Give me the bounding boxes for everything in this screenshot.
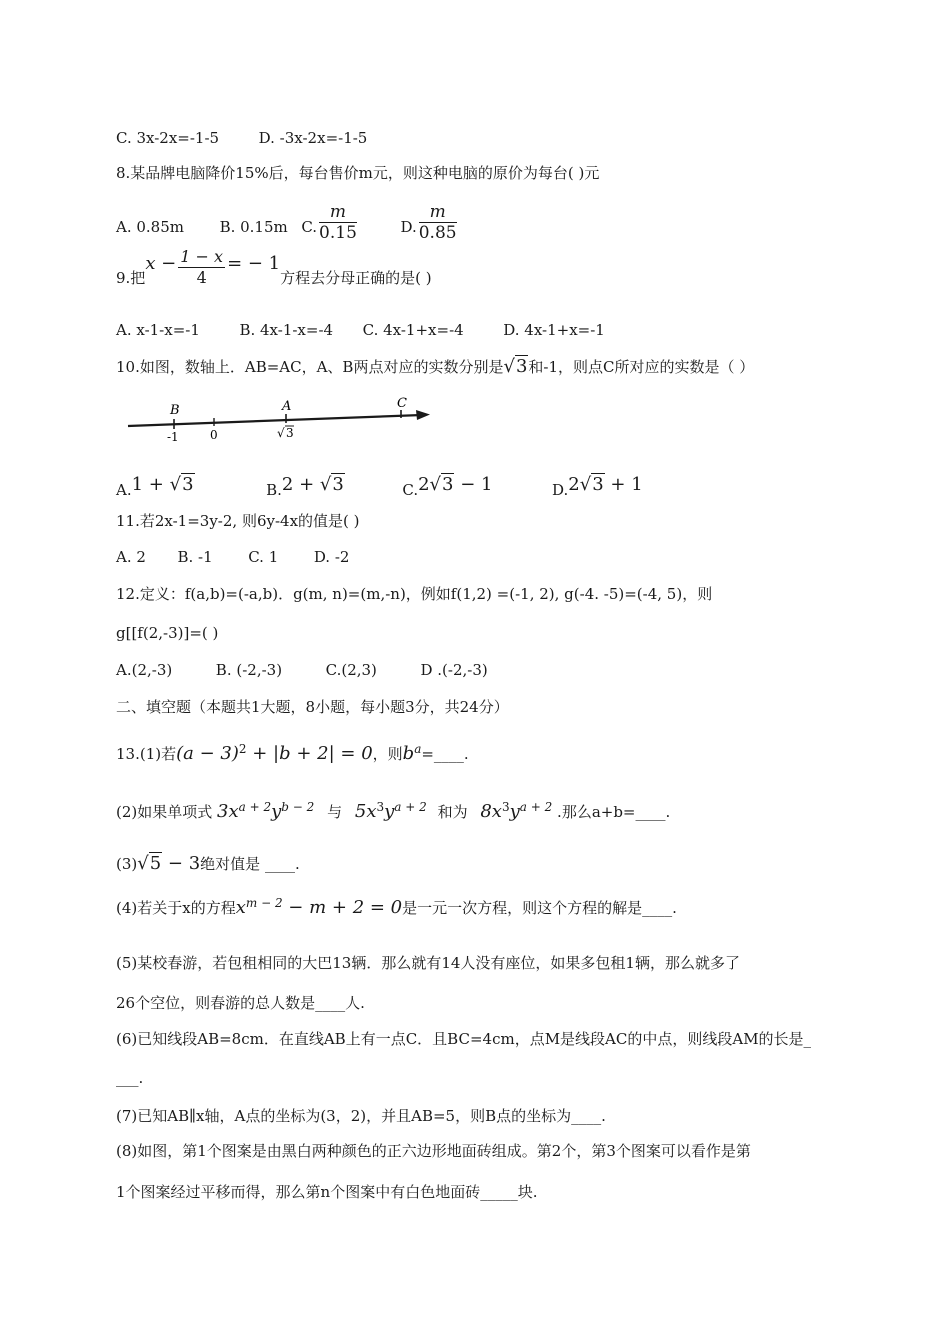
monomial-1-exp-y: b − 2 bbox=[281, 800, 315, 814]
monomial-1: 3x bbox=[217, 801, 239, 822]
tick-label-neg1: -1 bbox=[167, 430, 179, 444]
q9-suffix: 方程去分母正确的是( ) bbox=[280, 269, 432, 287]
q9-option-b: B. 4x-1-x=-4 bbox=[239, 321, 334, 339]
q12-stem: 12.定义：f(a,b)=(-a,b)．g(m, n)=(m,-n)，例如f(1,2) =(-1, 2), g(-4. -5)=(-4, 5)，则 bbox=[116, 585, 713, 603]
q13-p2-with: 与 bbox=[327, 803, 343, 821]
radicand: 3 bbox=[442, 474, 454, 495]
q11-option-b: B. -1 bbox=[177, 548, 213, 566]
q13-part6-line1: (6)已知线段AB=8cm．在直线AB上有一点C．且BC=4cm，点M是线段AC的中点，则线段AM的长是_ bbox=[116, 1030, 812, 1048]
tick-label-sqrt3: 3 bbox=[286, 426, 294, 440]
q10-option-c-label: C. bbox=[402, 481, 419, 499]
q9-options bbox=[116, 320, 605, 340]
q10-stem-a: 10.如图，数轴上．AB=AC，A、B两点对应的实数分别是 bbox=[116, 358, 504, 376]
q13-p1-end: =____. bbox=[421, 745, 469, 763]
label-b: B bbox=[170, 403, 180, 418]
q7-option-c: C. 3x-2x=-1-5 bbox=[116, 129, 220, 147]
q8-stem: 8.某品牌电脑降价15%后，每台售价m元，则这种电脑的原价为每台( )元 bbox=[116, 164, 600, 182]
q10-option-b-sqrt: √3 bbox=[319, 474, 344, 495]
monomial-1-y: y bbox=[271, 801, 282, 822]
fraction-numerator: m bbox=[319, 202, 357, 223]
fraction-denominator: 0.15 bbox=[319, 223, 357, 243]
q10-option-a-label: A. bbox=[116, 481, 132, 499]
q13-p4-base: x bbox=[235, 897, 246, 918]
q10-option-d-tail: + 1 bbox=[604, 474, 643, 495]
q10-options bbox=[116, 473, 643, 502]
monomial-3-exp-y: a + 2 bbox=[519, 800, 553, 814]
number-line-arrow bbox=[416, 410, 430, 420]
q8-option-d-fraction bbox=[419, 202, 457, 243]
q12-option-b: B. (-2,-3) bbox=[215, 661, 283, 679]
q12-options bbox=[116, 660, 488, 680]
q9-option-a: A. x-1-x=-1 bbox=[116, 321, 200, 339]
q13-p3-sqrt: √5 bbox=[137, 853, 162, 874]
q10-stem bbox=[116, 357, 754, 377]
q10-option-d-label: D. bbox=[552, 481, 569, 499]
q12-option-c: C.(2,3) bbox=[325, 661, 377, 679]
q9-prefix: 9.把 bbox=[116, 269, 146, 287]
radicand: 5 bbox=[149, 853, 162, 874]
q13-p2-sum: 和为 bbox=[437, 803, 468, 821]
q11-options bbox=[116, 547, 349, 567]
q12-stem-continued: g[[f(2,-3)]=( ) bbox=[116, 624, 219, 642]
q13-part5-line2: 26个空位，则春游的总人数是____人. bbox=[116, 994, 365, 1012]
q10-option-a-expr: 1 + bbox=[131, 474, 170, 495]
q13-p1-expr: (a − 3) bbox=[176, 743, 239, 764]
monomial-2: 5x bbox=[354, 801, 377, 822]
q7-option-d: D. -3x-2x=-1-5 bbox=[258, 129, 368, 147]
q13-p4-end: 是一元一次方程，则这个方程的解是____. bbox=[402, 899, 677, 917]
q13-part6-line2: ___. bbox=[116, 1069, 144, 1087]
radicand: 3 bbox=[515, 356, 528, 377]
q8-option-c-fraction bbox=[319, 202, 357, 243]
section-heading: 二、填空题（本题共1大题，8小题，每小题3分，共24分） bbox=[116, 698, 509, 716]
q9-fraction bbox=[178, 247, 225, 288]
q10-option-c-sqrt: √3 bbox=[429, 474, 454, 495]
q11-stem: 11.若2x-1=3y-2, 则6y-4x的值是( ) bbox=[116, 512, 360, 530]
fraction-numerator: 1 − x bbox=[180, 246, 224, 266]
fraction-denominator: 4 bbox=[196, 267, 207, 287]
q13-p2-end: .那么a+b=____. bbox=[557, 803, 671, 821]
monomial-2-exp-x: 3 bbox=[376, 800, 385, 814]
q13-p1-mid: ，则 bbox=[372, 745, 403, 763]
q13-p1-exponent: 2 bbox=[238, 742, 247, 756]
q13-part8-line1: (8)如图，第1个图案是由黑白两种颜色的正六边形地面砖组成。第2个，第3个图案可以看作是第 bbox=[116, 1142, 751, 1160]
q13-p1-power: a bbox=[414, 742, 422, 756]
radicand: 3 bbox=[332, 474, 344, 495]
monomial-1-exp-x: a + 2 bbox=[238, 800, 272, 814]
q9-option-d: D. 4x-1+x=-1 bbox=[503, 321, 605, 339]
q13-p3-prefix: (3) bbox=[116, 855, 138, 873]
tick-label-zero: 0 bbox=[210, 428, 218, 442]
q12-option-a: A.(2,-3) bbox=[116, 661, 173, 679]
q13-p3-end: 绝对值是 ____. bbox=[200, 855, 300, 873]
q13-part8-line2: 1个图案经过平移而得，那么第n个图案中有白色地面砖_____块. bbox=[116, 1183, 538, 1201]
q13-p1-expr2: + |b + 2| = 0 bbox=[246, 743, 373, 764]
q10-stem-b: 和-1，则点C所对应的实数是（ ） bbox=[528, 358, 755, 376]
tick-label-sqrt-sign: √ bbox=[277, 426, 285, 440]
fraction-denominator: 0.85 bbox=[418, 223, 457, 243]
q9-option-c: C. 4x-1+x=-4 bbox=[362, 321, 464, 339]
q11-option-d: D. -2 bbox=[313, 548, 350, 566]
radicand: 3 bbox=[592, 474, 604, 495]
q13-part5-line1: (5)某校春游，若包租相同的大巴13辆．那么就有14人没有座位，如果多包租1辆，那么就多了 bbox=[116, 954, 740, 972]
q10-sqrt3: √3 bbox=[503, 356, 528, 377]
q8-options bbox=[116, 202, 459, 246]
q10-option-d-coef: 2 bbox=[568, 474, 580, 495]
fraction-numerator: m bbox=[419, 202, 457, 223]
q13-p1-prefix: 13.(1)若 bbox=[116, 745, 177, 763]
monomial-2-exp-y: a + 2 bbox=[394, 800, 427, 814]
q11-option-a: A. 2 bbox=[116, 548, 146, 566]
number-line-figure bbox=[120, 395, 440, 450]
q8-option-d-label: D. bbox=[400, 218, 417, 236]
q7-options bbox=[116, 128, 367, 148]
monomial-3: 8x bbox=[480, 801, 502, 822]
q10-option-b-label: B. bbox=[266, 481, 282, 499]
monomial-3-y: y bbox=[509, 801, 520, 822]
q9-eq-left: x − bbox=[145, 253, 177, 274]
q13-part2 bbox=[116, 793, 670, 826]
label-c: C bbox=[397, 396, 407, 411]
q13-p4-exponent: m − 2 bbox=[245, 896, 283, 910]
q11-option-c: C. 1 bbox=[248, 548, 279, 566]
monomial-3-exp-x: 3 bbox=[501, 800, 510, 814]
monomial-2-y: y bbox=[384, 801, 395, 822]
q10-option-d-sqrt: √3 bbox=[579, 474, 604, 495]
q13-part4 bbox=[116, 890, 677, 921]
q8-option-b: B. 0.15m bbox=[219, 218, 288, 236]
q13-p4-mid: − m + 2 = 0 bbox=[282, 897, 403, 918]
q10-option-a-sqrt: √3 bbox=[169, 474, 194, 495]
q9-stem bbox=[116, 246, 432, 300]
q9-eq-right: = − 1 bbox=[227, 253, 281, 274]
q13-p2-prefix: (2)如果单项式 bbox=[116, 803, 213, 821]
label-a: A bbox=[282, 399, 292, 414]
q10-option-c-coef: 2 bbox=[418, 474, 430, 495]
q13-p3-tail: − 3 bbox=[162, 853, 201, 874]
q13-p4-prefix: (4)若关于x的方程 bbox=[116, 899, 236, 917]
q13-part7: (7)已知AB∥x轴，A点的坐标为(3，2)，并且AB=5，则B点的坐标为____. bbox=[116, 1107, 606, 1125]
q10-option-c-tail: − 1 bbox=[454, 474, 493, 495]
q8-option-a: A. 0.85m bbox=[116, 218, 184, 236]
q13-p1-base: b bbox=[402, 743, 415, 764]
q10-option-b-expr: 2 + bbox=[281, 474, 320, 495]
q12-option-d: D .(-2,-3) bbox=[420, 661, 488, 679]
q8-option-c-label: C. bbox=[301, 218, 318, 236]
q13-part1 bbox=[116, 736, 469, 767]
radicand: 3 bbox=[182, 474, 194, 495]
q13-part3 bbox=[116, 851, 300, 877]
